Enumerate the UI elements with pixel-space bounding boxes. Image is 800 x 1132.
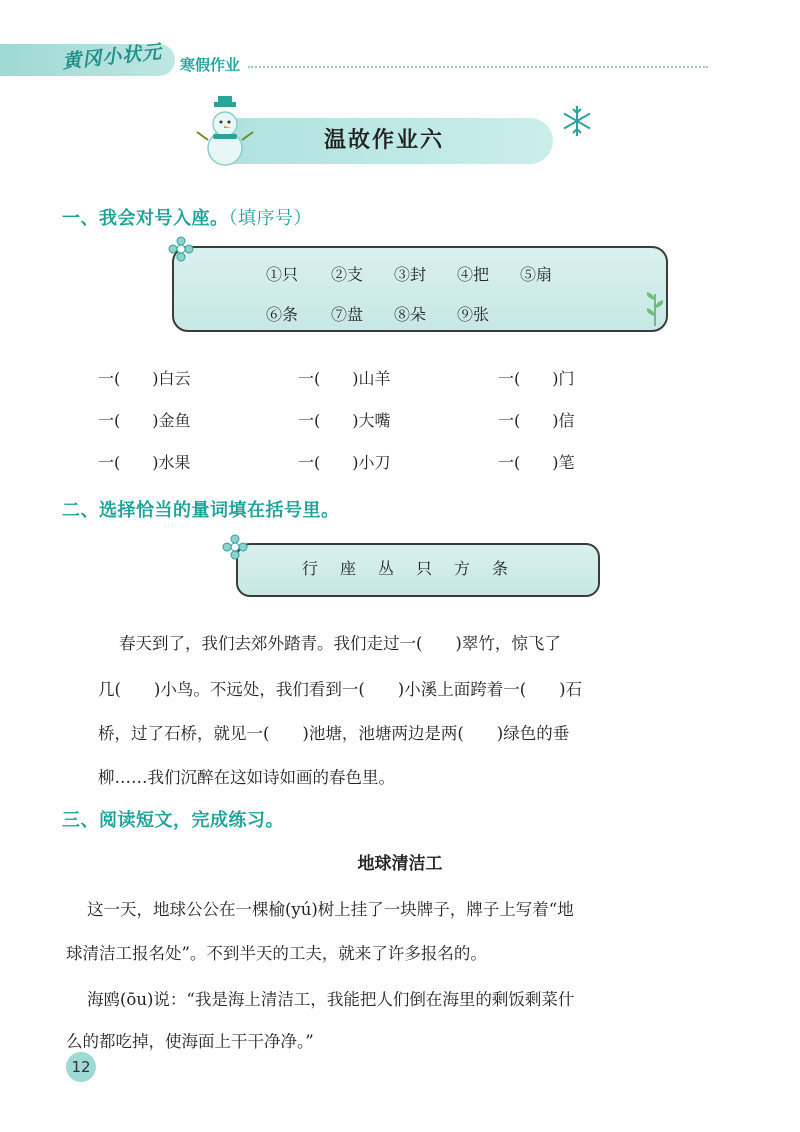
story-line: 这一天，地球公公在一棵榆(yú)树上挂了一块牌子，牌子上写着“地 <box>66 900 574 919</box>
passage-line[interactable]: 桥，过了石桥，就见一( )池塘，池塘两边是两( )绿色的垂 <box>98 724 570 743</box>
header-subtitle: 寒假作业 <box>180 56 241 74</box>
option: ③封 <box>394 265 427 284</box>
flower-icon <box>168 236 194 262</box>
section1-note: （填序号） <box>228 208 312 229</box>
story-line: 么的都吃掉，使海面上干干净净。” <box>66 1032 314 1051</box>
option: ⑤扇 <box>520 265 553 284</box>
fill-blank-item[interactable]: 一( )门 <box>498 369 575 388</box>
fill-blank-item[interactable]: 一( )金鱼 <box>98 411 191 430</box>
fill-blank-item[interactable]: 一( )山羊 <box>298 369 391 388</box>
word-choices: 行座丛只方条 <box>301 559 530 578</box>
passage-line: 柳……我们沉醉在这如诗如画的春色里。 <box>98 768 395 787</box>
option: ②支 <box>331 265 364 284</box>
passage-line[interactable]: 几( )小鸟。不远处，我们看到一( )小溪上面跨着一( )石 <box>98 680 583 699</box>
option: ⑨张 <box>457 305 490 324</box>
story-line: 球清洁工报名处”。不到半天的工夫，就来了许多报名的。 <box>66 944 487 963</box>
section1-heading-text: 一、我会对号入座。 <box>62 208 229 229</box>
story-title: 地球清洁工 <box>357 854 443 874</box>
passage-line[interactable]: 春天到了，我们去郊外踏青。我们走过一( )翠竹，惊飞了 <box>98 634 561 653</box>
option: ⑥条 <box>266 305 299 324</box>
section1-heading <box>62 204 312 230</box>
page-number: 12 <box>66 1052 96 1082</box>
option: ①只 <box>266 265 299 284</box>
snowflake-icon <box>560 104 594 138</box>
option: ④把 <box>457 265 490 284</box>
page-title: 温故作业六 <box>323 128 444 153</box>
snowman-icon <box>195 96 255 168</box>
fill-blank-item[interactable]: 一( )大嘴 <box>298 411 391 430</box>
fill-blank-item[interactable]: 一( )水果 <box>98 453 191 472</box>
brand-logo: 黄冈小状元 <box>61 40 164 74</box>
header-divider <box>248 66 708 68</box>
option: ⑧朵 <box>394 305 427 324</box>
leaf-icon <box>644 290 666 326</box>
option: ⑦盘 <box>331 305 364 324</box>
story-line: 海鸥(ōu)说：“我是海上清洁工，我能把人们倒在海里的剩饭剩菜什 <box>66 990 575 1009</box>
fill-blank-item[interactable]: 一( )小刀 <box>298 453 391 472</box>
fill-blank-item[interactable]: 一( )笔 <box>498 453 575 472</box>
fill-blank-item[interactable]: 一( )白云 <box>98 369 191 388</box>
fill-blank-item[interactable]: 一( )信 <box>498 411 575 430</box>
section3-heading: 三、阅读短文，完成练习。 <box>62 810 284 831</box>
section2-heading: 二、选择恰当的量词填在括号里。 <box>62 500 340 521</box>
